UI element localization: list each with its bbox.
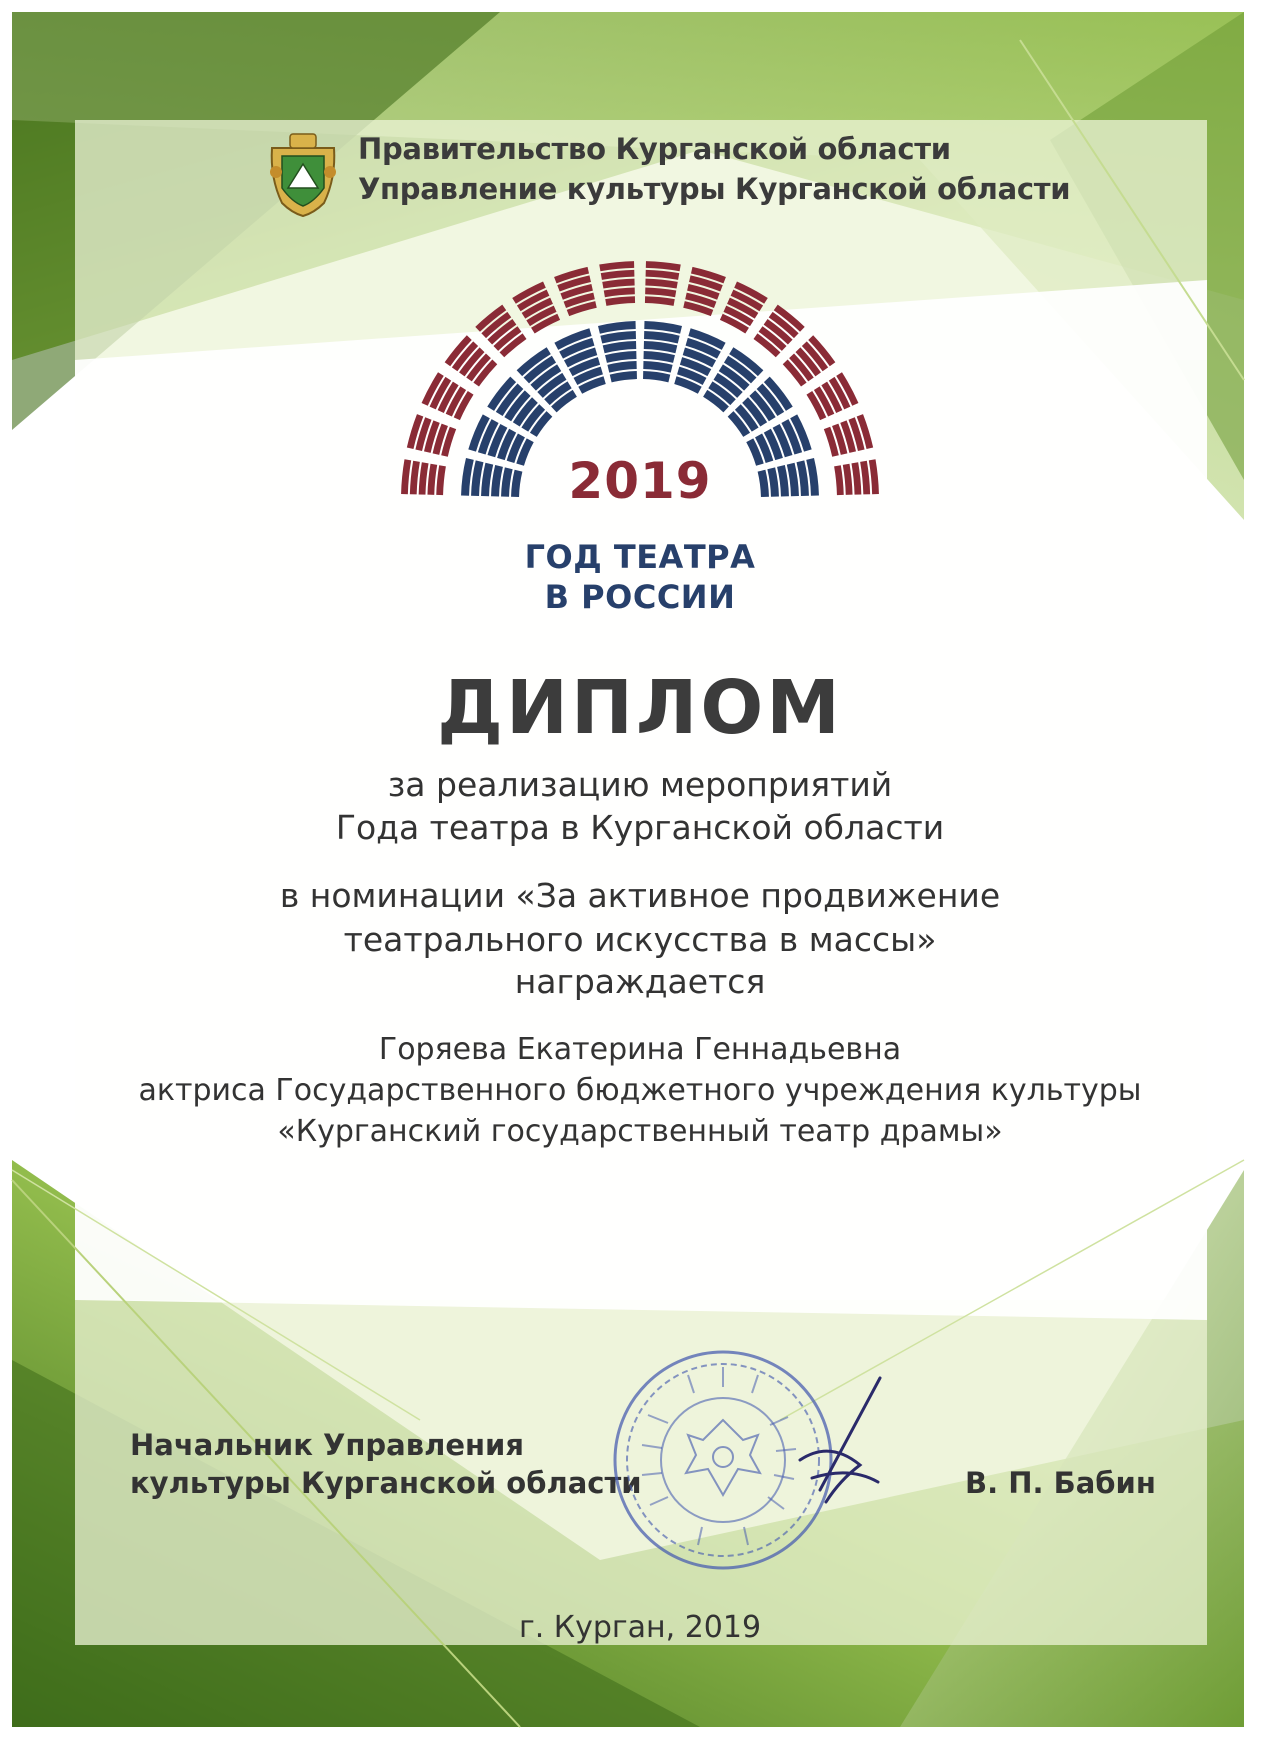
diploma-title: ДИПЛОМ bbox=[437, 665, 843, 751]
logo-seat-tile bbox=[646, 270, 680, 280]
logo-seat-tile bbox=[605, 351, 636, 363]
logo-seat-tile bbox=[643, 361, 672, 373]
logo-seat-tile bbox=[644, 351, 675, 363]
header bbox=[262, 128, 1071, 218]
signatory-title-line1: Начальник Управления bbox=[130, 1428, 524, 1462]
logo-seat-tile bbox=[645, 296, 675, 306]
handwritten-signature-icon bbox=[760, 1370, 900, 1520]
header-government-title: Правительство Курганской области bbox=[358, 132, 951, 166]
logo-seat-tile bbox=[646, 261, 681, 271]
place-and-date: г. Курган, 2019 bbox=[518, 1610, 762, 1645]
logo-seat-tile bbox=[602, 279, 634, 289]
logo-seat-tile bbox=[645, 287, 676, 297]
logo-seat-tile bbox=[645, 279, 677, 289]
signatory-name: В. П. Бабин bbox=[965, 1466, 1156, 1500]
logo-seat-tile bbox=[607, 361, 636, 373]
logo-seat-tile bbox=[605, 296, 635, 306]
recipient-name: Горяева Екатерина Геннадьевна bbox=[378, 1032, 902, 1067]
nomination-line1: в номинации «За активное продвижение bbox=[279, 876, 1001, 915]
recipient-organization: «Курганский государственный театр драмы» bbox=[277, 1114, 1003, 1149]
logo-seat-tile bbox=[601, 270, 635, 280]
logo-seat-tile bbox=[643, 371, 670, 382]
logo-year: 2019 bbox=[568, 452, 712, 510]
header-department-title: Управление культуры Курганской области bbox=[358, 172, 1071, 206]
recipient-position: актриса Государственного бюджетного учреждения культуры bbox=[138, 1073, 1142, 1108]
logo-seat-tile bbox=[610, 371, 637, 382]
logo-seat-tile bbox=[604, 287, 635, 297]
awarded-label: награждается bbox=[514, 962, 766, 1001]
nomination-line2: театрального искусства в массы» bbox=[343, 920, 937, 959]
logo-title-line1: ГОД ТЕАТРА bbox=[524, 538, 756, 576]
regional-coat-of-arms-icon bbox=[262, 128, 344, 218]
diploma-text-line1: за реализацию мероприятий bbox=[387, 765, 893, 804]
signatory-title-line2: культуры Курганской области bbox=[130, 1466, 642, 1500]
diploma-text-line2: Года театра в Курганской области bbox=[335, 808, 945, 847]
logo-seat-tile bbox=[599, 261, 634, 271]
logo-title-line2: В РОССИИ bbox=[544, 578, 736, 616]
